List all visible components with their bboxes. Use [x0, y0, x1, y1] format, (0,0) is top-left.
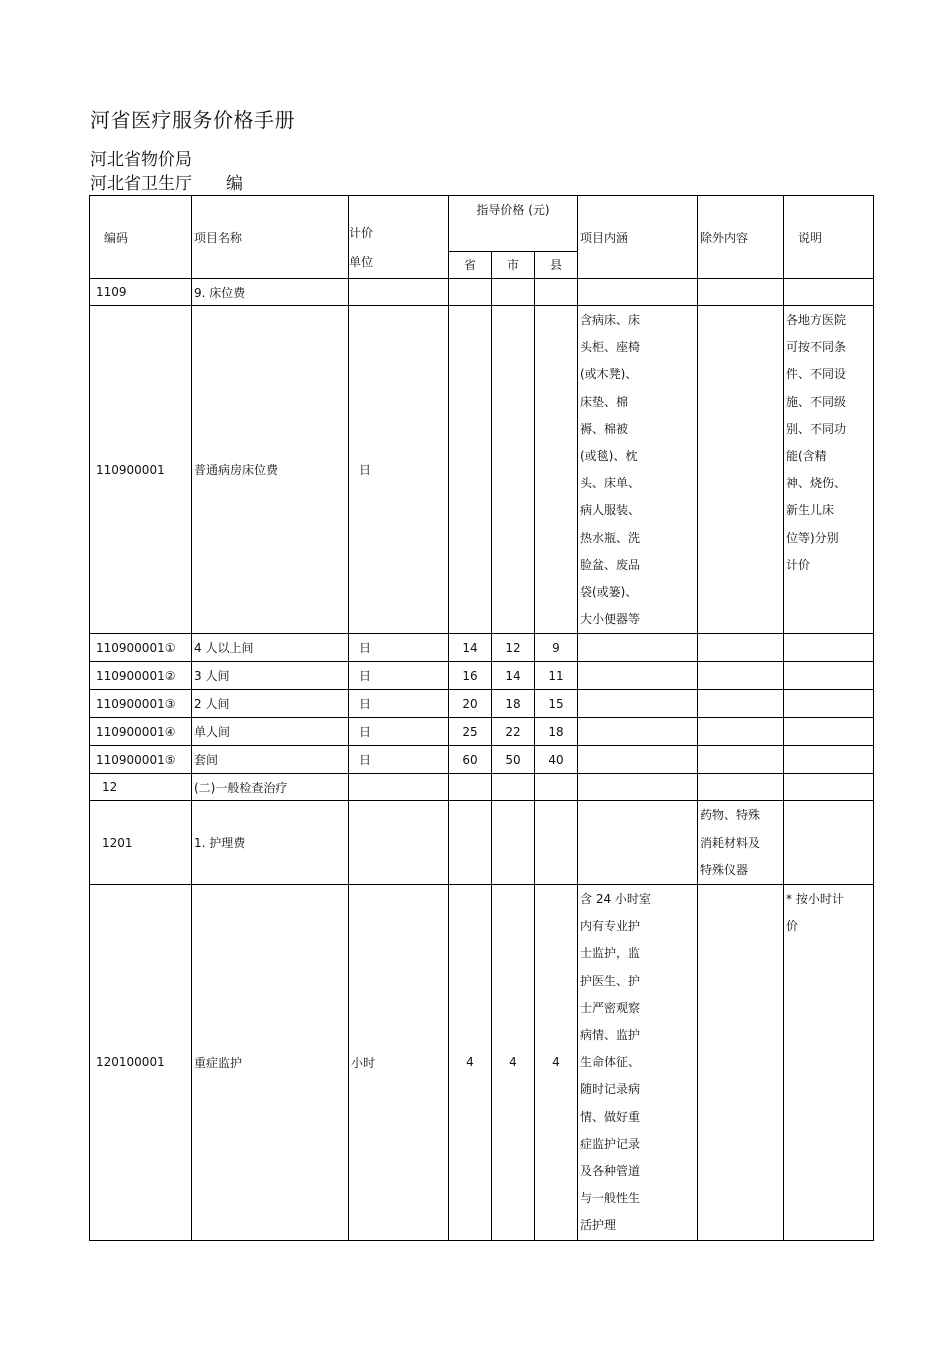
table-row [90, 690, 874, 718]
row-price-city: 50 [492, 746, 535, 774]
row-exclusion [698, 306, 784, 634]
row-price-province: 20 [449, 690, 492, 718]
row-unit [349, 774, 449, 801]
row-price-city: 14 [492, 662, 535, 690]
row-note [784, 774, 874, 801]
row-content-line: 及各种管道 [580, 1164, 641, 1179]
row-unit [349, 801, 449, 885]
row-note-line: 新生儿床 [786, 503, 835, 518]
row-exclusion-line: 药物、特殊 [700, 808, 761, 823]
table-row [90, 885, 874, 1241]
row-content-line: 病情、监护 [580, 1028, 641, 1043]
row-note [784, 718, 874, 746]
row-price-city [492, 801, 535, 885]
row-content-line: 活护理 [580, 1218, 617, 1233]
row-price-province [449, 279, 492, 306]
row-code: 110900001 [90, 306, 192, 634]
row-price-county: 18 [535, 718, 578, 746]
row-exclusion [698, 718, 784, 746]
row-name: 9. 床位费 [192, 279, 349, 306]
row-price-county [535, 774, 578, 801]
row-price-province: 14 [449, 634, 492, 662]
row-price-province: 25 [449, 718, 492, 746]
row-code: 1201 [90, 801, 192, 885]
row-content-line: 症监护记录 [580, 1136, 641, 1151]
row-note [784, 279, 874, 306]
header-exclusion: 除外内容 [698, 196, 784, 279]
row-content [578, 746, 698, 774]
header-price: 指导价格 (元) [449, 196, 578, 252]
row-code: 120100001 [90, 885, 192, 1241]
row-unit: 日 [349, 634, 449, 662]
row-content-line: 含 24 小时室 [580, 892, 651, 907]
row-exclusion [698, 279, 784, 306]
row-content-line: 内有专业护 [580, 919, 641, 934]
row-content [578, 885, 698, 1241]
row-content-line: 情、做好重 [580, 1109, 641, 1124]
table-row [90, 746, 874, 774]
row-price-city: 22 [492, 718, 535, 746]
header-row [90, 196, 874, 252]
row-unit: 日 [349, 746, 449, 774]
row-price-county [535, 306, 578, 634]
row-content [578, 718, 698, 746]
edit-word: 编 [226, 174, 243, 194]
row-code: 110900001② [90, 662, 192, 690]
row-note-line: 价 [786, 919, 799, 934]
row-note-line: 各地方医院 [786, 313, 847, 327]
row-price-province [449, 774, 492, 801]
row-note [784, 746, 874, 774]
row-content [578, 774, 698, 801]
row-content-line: 袋(或篓)、 [580, 585, 638, 600]
price-table [89, 195, 874, 1241]
row-note-line: 位等)分别 [786, 530, 839, 545]
row-content [578, 306, 698, 634]
row-note [784, 634, 874, 662]
row-note-line: * 按小时计 [786, 892, 844, 907]
row-name: 重症监护 [192, 885, 349, 1241]
row-exclusion-line: 特殊仪器 [700, 862, 749, 877]
header-province: 省 [449, 251, 492, 278]
row-note-line: 施、不同级 [786, 394, 847, 409]
price-table-body [90, 196, 874, 1241]
row-exclusion [698, 774, 784, 801]
header-county: 县 [535, 251, 578, 278]
header-unit-line2: 单位 [349, 255, 374, 269]
row-content-line: 与一般性生 [580, 1191, 641, 1206]
row-note-line: 别、不同功 [786, 421, 847, 436]
row-price-province: 4 [449, 885, 492, 1241]
row-note-line: 神、烧伤、 [786, 476, 847, 491]
header-city: 市 [492, 251, 535, 278]
row-note [784, 885, 874, 1241]
row-exclusion [698, 746, 784, 774]
header-content: 项目内涵 [578, 196, 698, 279]
table-row [90, 279, 874, 306]
row-content [578, 662, 698, 690]
row-code: 110900001④ [90, 718, 192, 746]
row-price-county: 11 [535, 662, 578, 690]
row-code: 1109 [90, 279, 192, 306]
row-content-line: 士严密观察 [580, 1000, 641, 1015]
row-content-line: 大小便器等 [580, 612, 641, 627]
row-price-province: 16 [449, 662, 492, 690]
row-price-county [535, 279, 578, 306]
row-price-county: 9 [535, 634, 578, 662]
row-name: 普通病房床位费 [192, 306, 349, 634]
row-unit: 小时 [349, 885, 449, 1241]
row-content-line: (或毯)、枕 [580, 449, 638, 464]
publisher-health-dept [90, 169, 243, 194]
row-code: 110900001③ [90, 690, 192, 718]
row-price-county: 40 [535, 746, 578, 774]
table-row [90, 718, 874, 746]
row-exclusion [698, 801, 784, 885]
row-unit: 日 [349, 306, 449, 634]
row-price-county: 15 [535, 690, 578, 718]
row-content-line: 床垫、棉 [580, 394, 629, 409]
row-note-line: 计价 [786, 557, 811, 572]
row-note-line: 件、不同设 [786, 367, 847, 382]
row-price-city: 4 [492, 885, 535, 1241]
table-row [90, 774, 874, 801]
row-price-county: 4 [535, 885, 578, 1241]
row-price-province [449, 801, 492, 885]
row-content-line: 士监护，监 [580, 946, 641, 961]
table-row [90, 634, 874, 662]
row-name: 单人间 [192, 718, 349, 746]
row-exclusion [698, 662, 784, 690]
row-name: 1. 护理费 [192, 801, 349, 885]
header-note: 说明 [784, 196, 874, 279]
row-note [784, 801, 874, 885]
table-row [90, 801, 874, 885]
row-note-line: 能(含精 [786, 449, 827, 464]
publisher-health-dept-name: 河北省卫生厅 [90, 174, 192, 194]
row-unit: 日 [349, 662, 449, 690]
row-price-province: 60 [449, 746, 492, 774]
table-row [90, 306, 874, 634]
row-price-province [449, 306, 492, 634]
row-name: 套间 [192, 746, 349, 774]
row-exclusion [698, 690, 784, 718]
row-content-line: (或木凳)、 [580, 367, 638, 382]
row-note-line: 可按不同条 [786, 340, 847, 355]
row-exclusion [698, 885, 784, 1241]
row-content [578, 634, 698, 662]
header-code: 编码 [90, 196, 192, 279]
row-name: 3 人间 [192, 662, 349, 690]
row-code: 110900001① [90, 634, 192, 662]
row-content [578, 690, 698, 718]
row-price-city [492, 279, 535, 306]
row-note [784, 306, 874, 634]
row-content-line: 头柜、座椅 [580, 340, 641, 355]
document-title: 河省医疗服务价格手册 [90, 108, 295, 132]
table-row [90, 662, 874, 690]
row-content-line: 生命体征、 [580, 1055, 641, 1070]
row-name: 4 人以上间 [192, 634, 349, 662]
row-price-city: 18 [492, 690, 535, 718]
row-price-city: 12 [492, 634, 535, 662]
row-note [784, 662, 874, 690]
row-exclusion [698, 634, 784, 662]
row-content-line: 随时记录病 [580, 1082, 641, 1097]
header-unit-line1: 计价 [349, 226, 374, 240]
row-note [784, 690, 874, 718]
row-name: (二)一般检查治疗 [192, 774, 349, 801]
row-code: 110900001⑤ [90, 746, 192, 774]
row-content-line: 脸盆、废品 [580, 557, 641, 572]
row-unit: 日 [349, 690, 449, 718]
row-exclusion-line: 消耗材料及 [700, 835, 761, 850]
row-price-city [492, 306, 535, 634]
row-content-line: 热水瓶、洗 [580, 530, 641, 545]
row-content-line: 褥、棉被 [580, 421, 629, 436]
row-content-line: 病人服装、 [580, 503, 641, 518]
row-content [578, 801, 698, 885]
row-unit [349, 279, 449, 306]
publisher-price-bureau: 河北省物价局 [90, 150, 192, 170]
header-name: 项目名称 [192, 196, 349, 279]
row-code: 12 [90, 774, 192, 801]
row-price-city [492, 774, 535, 801]
row-name: 2 人间 [192, 690, 349, 718]
row-unit: 日 [349, 718, 449, 746]
row-content-line: 护医生、护 [580, 973, 641, 988]
row-content [578, 279, 698, 306]
row-price-county [535, 801, 578, 885]
row-content-line: 含病床、床 [580, 313, 641, 327]
header-unit [349, 196, 449, 279]
row-content-line: 头、床单、 [580, 476, 641, 491]
